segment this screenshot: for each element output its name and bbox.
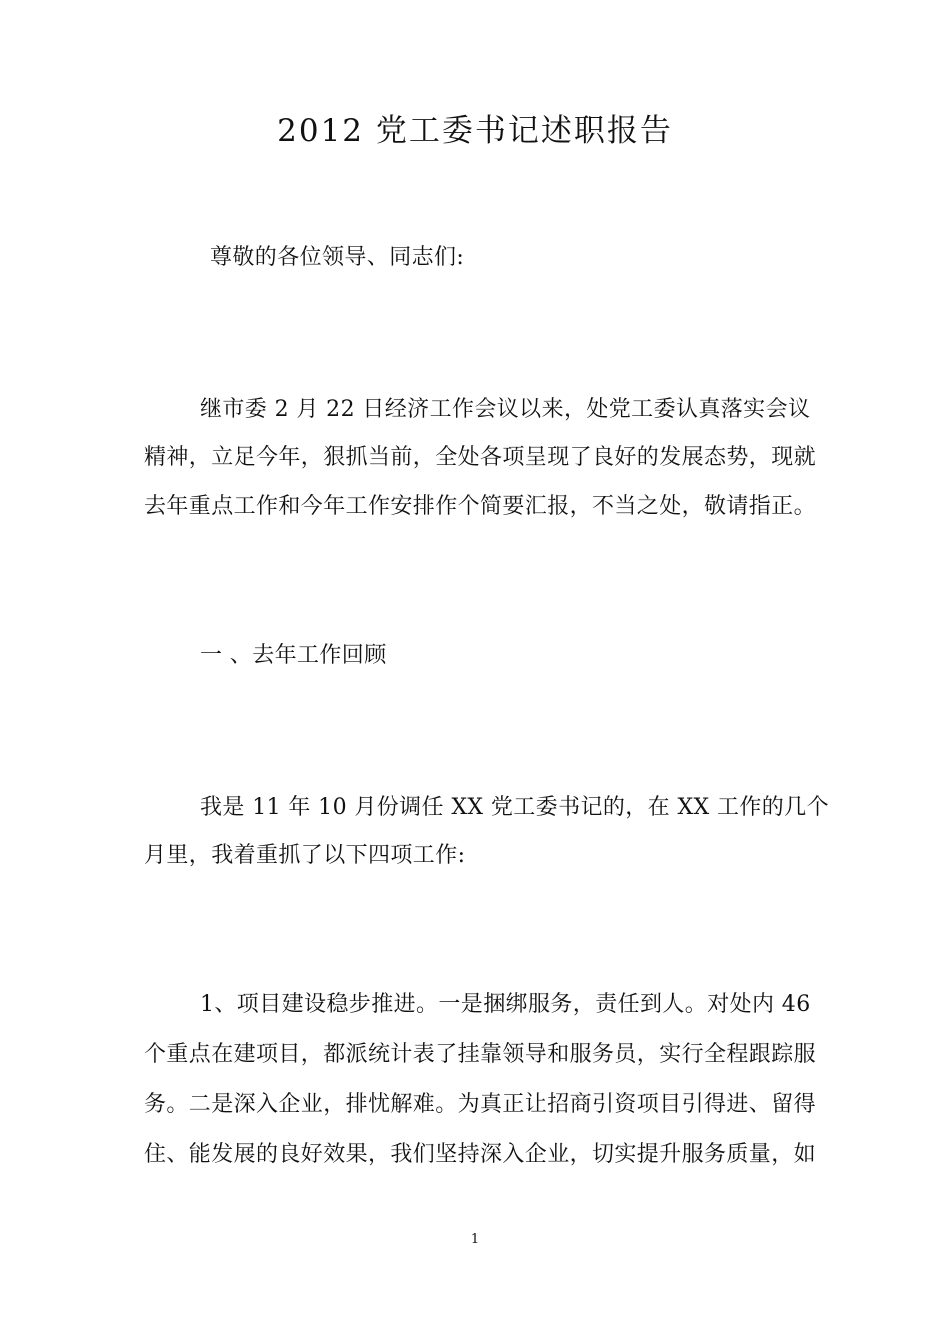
intro-line-2: 精神，立足今年，狠抓当前，全处各项呈现了良好的发展态势，现就 bbox=[144, 445, 817, 470]
item1-line-1: 1、项目建设稳步推进。一是捆绑服务，责任到人。对处内 46 bbox=[200, 992, 811, 1017]
item1-line-4: 住、能发展的良好效果，我们坚持深入企业，切实提升服务质量，如 bbox=[144, 1142, 817, 1167]
item1-line-3: 务。二是深入企业，排忧解难。为真正让招商引资项目引得进、留得 bbox=[144, 1092, 817, 1117]
item1-line-2: 个重点在建项目，都派统计表了挂靠领导和服务员，实行全程跟踪服 bbox=[144, 1042, 817, 1067]
review-line-1: 我是 11 年 10 月份调任 XX 党工委书记的，在 XX 工作的几个 bbox=[200, 795, 829, 820]
intro-line-3: 去年重点工作和今年工作安排作个简要汇报，不当之处，敬请指正。 bbox=[144, 494, 817, 519]
salutation: 尊敬的各位领导、同志们: bbox=[210, 245, 465, 270]
document-title: 2012 党工委书记述职报告 bbox=[277, 113, 673, 149]
page-number: 1 bbox=[470, 1232, 480, 1247]
section-heading: 一 、去年工作回顾 bbox=[200, 643, 387, 668]
intro-line-1: 继市委 2 月 22 日经济工作会议以来，处党工委认真落实会议 bbox=[200, 397, 811, 422]
review-line-2: 月里，我着重抓了以下四项工作: bbox=[144, 843, 466, 868]
